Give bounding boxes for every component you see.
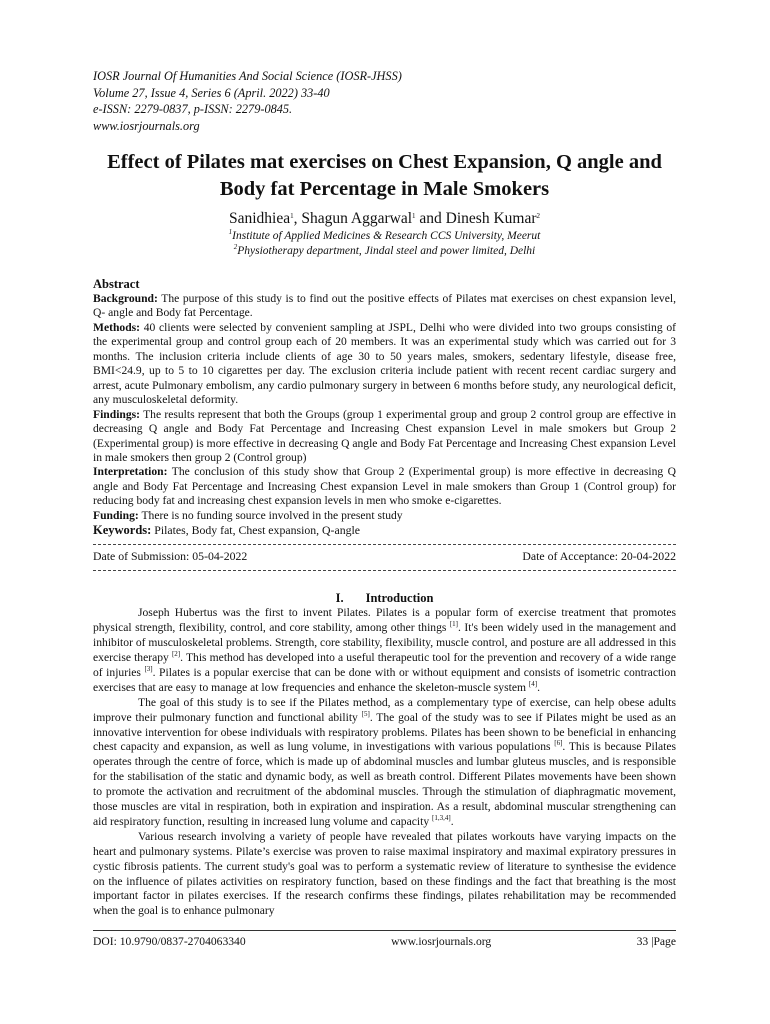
abstract-methods xyxy=(93,321,676,408)
section-number: I. xyxy=(335,591,344,606)
funding-text: There is no funding source involved in the present study xyxy=(138,508,403,522)
introduction-body xyxy=(93,606,676,919)
citation: [1,3,4] xyxy=(432,813,451,822)
author-2: Shagun Aggarwal xyxy=(301,210,413,227)
affiliation-number: 2 xyxy=(233,243,238,251)
journal-website: www.iosrjournals.org xyxy=(93,118,200,133)
paragraph-text: Joseph Hubertus was the first to invent Pilates. Pilates is a popular form of exercise treatment that promotes physical strength, flexibility, control, and core stability, among other things xyxy=(93,606,676,635)
findings-text: The results represent that both the Groups (group 1 experimental group and group 2 control group are effective in decreasing Q angle and Body Fat Percentage and Increasing Chest expansion Level in male smokers but Group 2 (Experimental group) is more effective in decreasing Q angle and Body Fat Percentage and Increasing Chest expansion Level in male smokers then group 2 (Control group) xyxy=(93,407,676,464)
keywords-label: Keywords: xyxy=(93,523,152,538)
abstract-interpretation xyxy=(93,465,676,508)
date-of-submission: Date of Submission: 05-04-2022 xyxy=(93,549,248,564)
paragraph-text: . Pilates is a popular exercise that can be done with or without equipment and consists of isometric contraction exercises that are easy to manage at low frequencies and enhance the skeleton-muscle system xyxy=(93,665,676,694)
journal-volume: Volume 27, Issue 4, Series 6 (April. 2022) 33-40 xyxy=(93,85,330,100)
background-text: The purpose of this study is to find out the positive effects of Pilates mat exercises on chest expansion level, Q- angle and Body fat Percentage. xyxy=(93,292,676,320)
submission-dates xyxy=(93,549,676,564)
paragraph xyxy=(93,696,676,830)
paragraph-text: The goal of this study is to see if the Pilates method, as a complementary type of exercise, can help obese adults improve their pulmonary function and functional ability xyxy=(93,695,676,724)
affiliation-1 xyxy=(93,229,676,244)
paragraph xyxy=(93,830,676,919)
dashed-divider xyxy=(93,570,676,571)
findings-label: Findings: xyxy=(93,407,141,421)
paragraph-text: . The goal of the study was to see if Pilates might be used as an innovative intervention for obese individuals with respiratory problems. Pilates has been shown to be beneficial in enhancing chest capacity and expansion, as well as lung volume, in investigations with various populations xyxy=(93,710,677,754)
author-separator: , xyxy=(293,210,302,227)
paragraph-text: . This method has developed into a useful therapeutic tool for the prevention and recovery of a wide range of injuries xyxy=(93,650,676,679)
author-3-affil: 2 xyxy=(536,212,540,220)
affiliation-2 xyxy=(93,244,676,259)
background-label: Background: xyxy=(93,292,158,305)
dashed-divider xyxy=(93,544,676,545)
affiliation-number: 1 xyxy=(228,228,233,236)
author-2-affil: 1 xyxy=(412,212,416,220)
abstract-funding xyxy=(93,509,676,523)
paper-title: Effect of Pilates mat exercises on Chest Expansion, Q angle and Body fat Percentage in Male Smokers xyxy=(107,151,662,200)
paper-page xyxy=(93,68,676,919)
author-3: Dinesh Kumar xyxy=(445,210,537,227)
citation: [2] xyxy=(171,649,181,658)
author-1-affil: 1 xyxy=(290,212,294,220)
keywords xyxy=(93,523,676,538)
page-footer xyxy=(93,930,676,949)
footer-doi: DOI: 10.9790/0837-2704063340 xyxy=(93,935,246,948)
abstract-heading: Abstract xyxy=(93,277,140,291)
citation: [6] xyxy=(554,739,563,748)
author-list xyxy=(93,209,676,229)
author-separator: and xyxy=(415,210,446,227)
interpretation-text: The conclusion of this study show that Group 2 (Experimental group) is more effective in decreasing Q angle and Body Fat Percentage and Increasing Chest expansion Level in male smokers than Group 1 (Control group) for reducing body fat and increasing chest expansion levels in men who smoke e-cigarettes. xyxy=(93,465,676,508)
paragraph-text: . xyxy=(537,680,540,694)
methods-label: Methods: xyxy=(93,320,141,334)
interpretation-label: Interpretation: xyxy=(93,465,168,479)
footer-page-number: 33 |Page xyxy=(636,935,676,948)
abstract xyxy=(93,277,676,538)
abstract-background xyxy=(93,292,676,321)
paragraph-text: . This is because Pilates operates through the centre of force, which is made up of abdominal muscles and lumbar gluteus muscles, and is responsible for the stabilisation of the static and dynamic body, as well as breath control. Different Pilates movements have been shown to promote the activation and recruitment of the abdominal muscles. Through the stimulation of diaphragmatic movement, those muscles are vital in respiration, both in expiration and inspiration. As a result, abdominal muscular strengthening can aid respiratory function, resulting in increased lung volume and capacity xyxy=(93,740,677,828)
section-title: Introduction xyxy=(365,591,434,606)
keywords-text: Pilates, Body fat, Chest expansion, Q-angle xyxy=(151,523,361,538)
citation: [1] xyxy=(449,620,459,629)
citation: [4] xyxy=(528,679,538,688)
funding-label: Funding: xyxy=(93,508,139,522)
affiliation-text: Physiotherapy department, Jindal steel and power limited, Delhi xyxy=(237,245,536,257)
methods-text: 40 clients were selected by convenient sampling at JSPL, Delhi who were divided into two groups consisting of the experimental group and control group each of 20 members. It was an experimental study which was carried out for 3 months. The inclusion criteria include clients of age 30 to 50 years males, smokers, sedentary lifestyle, disease free, BMI<24.9, up to 5 to 10 cigarettes per day. The exclusion criteria include patient with recent recent cardiac surgery and arrest, acute Pulmonary embolism, any cardio pulmonary surgery in between 6 months before study, any neurological deficit, any musculoskeletal deformity. xyxy=(93,320,676,407)
paragraph-text: Various research involving a variety of people have revealed that pilates workouts have varying impacts on the heart and pulmonary systems. Pilate’s exercise was proven to raise maximal inspiratory and maximal expiratory pressures in cystic fibrosis patients. The current study's goal was to perform a systematic review of literature to synthesise the evidence on the influence of pilates activities on respiratory function, based on these findings and the fact that breathing is the most important factor in pilates exercises. If the research confirms these findings, pilates rehabilitation may be recommended when the goal is to enhance pulmonary xyxy=(93,829,676,918)
date-of-acceptance: Date of Acceptance: 20-04-2022 xyxy=(522,549,676,564)
affiliation-text: Institute of Applied Medicines & Research CCS University, Meerut xyxy=(232,230,541,242)
journal-issn: e-ISSN: 2279-0837, p-ISSN: 2279-0845. xyxy=(93,102,293,116)
journal-header xyxy=(93,68,676,134)
paragraph-text: . It's been widely used in the management and inhibitor of musculoskeletal problems. Strength, core stability, flexibility, muscle control, and posture are all addressed in this exercise therapy xyxy=(93,621,676,664)
section-heading xyxy=(93,591,676,606)
paragraph xyxy=(93,606,676,695)
abstract-findings xyxy=(93,408,676,466)
journal-name: IOSR Journal Of Humanities And Social Science (IOSR-JHSS) xyxy=(93,69,402,83)
citation: [3] xyxy=(144,664,153,673)
citation: [5] xyxy=(361,709,370,718)
footer-website: www.iosrjournals.org xyxy=(391,935,492,948)
paragraph-text: . xyxy=(450,814,454,828)
author-1: Sanidhiea xyxy=(229,210,291,227)
